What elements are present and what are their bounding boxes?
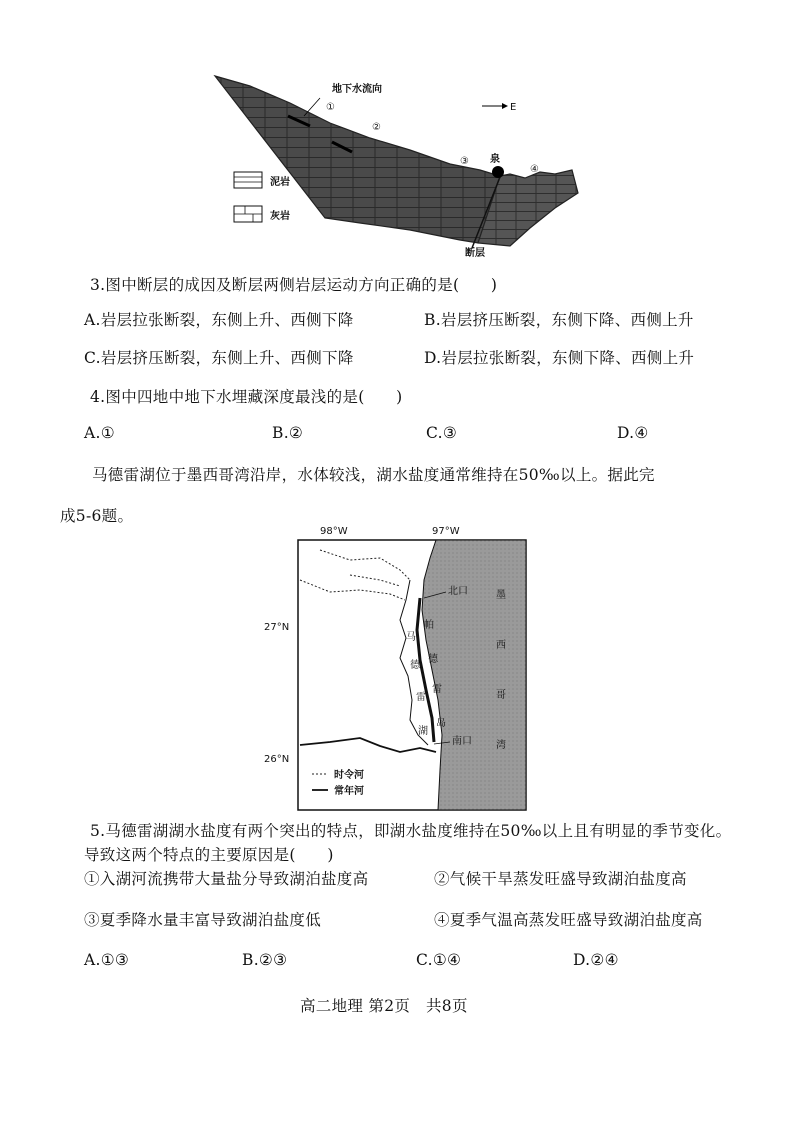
gulf-char: 墨 (496, 590, 506, 601)
south-mouth: 南口 (452, 736, 472, 747)
island-char: 德 (428, 654, 438, 665)
lat-27n: 27°N (264, 622, 290, 633)
q3-option-a[interactable]: A.岩层拉张断裂，东侧上升、西侧下降 (84, 311, 354, 329)
q4-option-a[interactable]: A.① (84, 424, 115, 442)
island-char: 帕 (424, 620, 434, 631)
north-mouth: 北口 (448, 586, 468, 597)
legend-seasonal-river: 时令河 (334, 770, 364, 781)
spring-label: 泉 (490, 154, 500, 165)
lake-char: 德 (410, 660, 420, 671)
fault-label: 断层 (465, 248, 485, 258)
q3-option-c[interactable]: C.岩层挤压断裂，东侧上升、西侧下降 (84, 349, 354, 367)
island-char: 雷 (432, 684, 442, 695)
point-1: ① (326, 102, 335, 113)
intro-line-1: 马德雷湖位于墨西哥湾沿岸，水体较浅，湖水盐度通常维持在50‰以上。据此完 (92, 466, 655, 484)
legend-limestone: 灰岩 (270, 211, 290, 222)
q5-option-a[interactable]: A.①③ (84, 951, 130, 969)
groundwater-label: 地下水流向 (332, 84, 382, 95)
q5-statement-3: ③夏季降水量丰富导致湖泊盐度低 (84, 911, 322, 929)
q3-option-d[interactable]: D.岩层拉张断裂，东侧下降、西侧上升 (424, 349, 695, 367)
point-3: ③ (460, 156, 469, 167)
q5-statement-1: ①入湖河流携带大量盐分导致湖泊盐度高 (84, 870, 369, 888)
spring-dot (492, 166, 504, 178)
page-footer: 高二地理 第2页 共8页 (300, 997, 468, 1015)
lat-26n: 26°N (264, 754, 290, 765)
gulf-char: 西 (496, 640, 506, 651)
point-4: ④ (530, 164, 539, 175)
madre-lagoon-map (260, 520, 540, 815)
q3-stem: 3.图中断层的成因及断层两侧岩层运动方向正确的是( ) (90, 276, 498, 294)
legend-perennial-river: 常年河 (334, 786, 364, 797)
q5-option-b[interactable]: B.②③ (242, 951, 288, 969)
island-char: 岛 (436, 718, 446, 729)
gulf-char: 哥 (496, 690, 506, 701)
geology-cross-section (210, 68, 590, 258)
q3-option-b[interactable]: B.岩层挤压断裂，东侧下降、西侧上升 (424, 311, 694, 329)
q5-stem-2: 导致这两个特点的主要原因是( ) (84, 846, 334, 864)
legend-mudstone: 泥岩 (270, 177, 290, 188)
point-2: ② (372, 122, 381, 133)
q5-statement-2: ②气候干旱蒸发旺盛导致湖泊盐度高 (434, 870, 687, 888)
lake-char: 雷 (416, 692, 426, 703)
lon-97w: 97°W (432, 526, 460, 537)
q5-option-d[interactable]: D.②④ (573, 951, 619, 969)
intro-line-2: 成5-6题。 (60, 507, 134, 525)
q4-option-c[interactable]: C.③ (426, 424, 458, 442)
q5-stem-1: 5.马德雷湖湖水盐度有两个突出的特点，即湖水盐度维持在50‰以上且有明显的季节变化。 (90, 822, 732, 840)
q5-option-c[interactable]: C.①④ (416, 951, 462, 969)
lake-char: 马 (406, 632, 416, 643)
q4-option-b[interactable]: B.② (272, 424, 304, 442)
gulf-char: 湾 (496, 740, 506, 751)
lake-char: 湖 (418, 726, 428, 737)
east-label: E (510, 102, 517, 113)
lon-98w: 98°W (320, 526, 348, 537)
q4-option-d[interactable]: D.④ (617, 424, 649, 442)
q5-statement-4: ④夏季气温高蒸发旺盛导致湖泊盐度高 (434, 911, 703, 929)
q4-stem: 4.图中四地中地下水埋藏深度最浅的是( ) (90, 388, 403, 406)
